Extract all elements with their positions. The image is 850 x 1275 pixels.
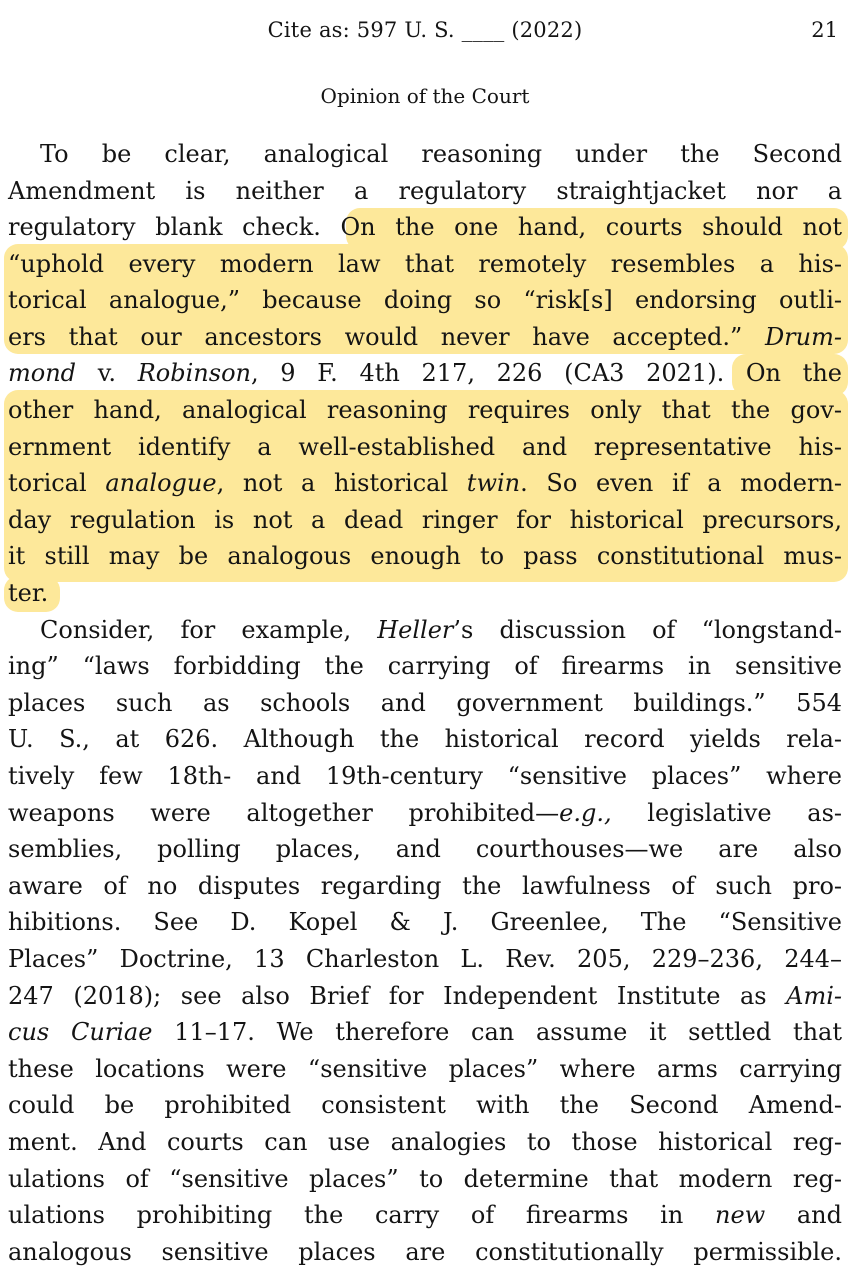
text-line: day regulation is not a dead ringer for historical precursors, bbox=[8, 506, 842, 534]
text-line: ing” “laws forbidding the carrying of firearms in sensitive bbox=[8, 652, 842, 680]
text-segment: Consider, for example, bbox=[40, 616, 378, 644]
text-line: ernment identify a well-established and representative his- bbox=[8, 433, 842, 461]
text-line: ment. And courts can use analogies to those historical reg- bbox=[8, 1128, 842, 1156]
text-line: semblies, polling places, and courthouses—we are also bbox=[8, 835, 842, 863]
text-segment: torical bbox=[8, 469, 106, 497]
page-number: 21 bbox=[811, 18, 838, 42]
italic-term: Ami- bbox=[786, 982, 842, 1010]
text-line: aware of no disputes regarding the lawfulness of such pro- bbox=[8, 872, 842, 900]
text-line: “uphold every modern law that remotely resembles a his- bbox=[8, 250, 842, 278]
text-line: Amendment is neither a regulatory straightjacket nor a bbox=[8, 177, 842, 205]
text-segment: and bbox=[765, 1201, 843, 1229]
text-line: hibitions. See D. Kopel & J. Greenlee, The “Sensitive bbox=[8, 908, 842, 936]
text-segment: ulations prohibiting the carry of firearms in bbox=[8, 1201, 715, 1229]
text-line: torical analogue,” because doing so “risk[s] endorsing outli- bbox=[8, 286, 842, 314]
text-segment: 247 (2018); see also Brief for Independent Institute as bbox=[8, 982, 787, 1010]
citation-header: Cite as: 597 U. S. ____ (2022) bbox=[267, 18, 583, 42]
text-segment: 11–17. We therefore can assume it settled that bbox=[152, 1018, 843, 1046]
case-name: Robinson bbox=[137, 359, 251, 387]
text-line: U. S., at 626. Although the historical record yields rela- bbox=[8, 725, 842, 753]
text-line: To be clear, analogical reasoning under the Second bbox=[40, 140, 842, 168]
text-line: other hand, analogical reasoning requires only that the gov- bbox=[8, 396, 842, 424]
text-line bbox=[8, 978, 842, 1015]
text-segment: v. bbox=[76, 359, 138, 387]
text-line: Places” Doctrine, 13 Charleston L. Rev. 205, 229–236, 244– bbox=[8, 945, 842, 973]
text-line bbox=[8, 465, 842, 502]
italic-term: cus Curiae bbox=[8, 1018, 153, 1046]
text-segment: legislative as- bbox=[611, 799, 842, 827]
running-head bbox=[0, 16, 850, 50]
text-line: places such as schools and government buildings.” 554 bbox=[8, 689, 842, 717]
text-line: these locations were “sensitive places” where arms carrying bbox=[8, 1055, 842, 1083]
italic-term: new bbox=[714, 1201, 766, 1229]
text-segment: , not a historical bbox=[216, 469, 467, 497]
italic-term: analogue bbox=[105, 469, 217, 497]
text-segment: . So even if a modern- bbox=[520, 469, 843, 497]
case-name: mond bbox=[8, 359, 77, 387]
italic-term: e.g., bbox=[559, 799, 612, 827]
text-line bbox=[8, 355, 842, 392]
text-line bbox=[8, 319, 842, 356]
text-segment: , 9 F. 4th 217, 226 (CA3 2021). On the bbox=[250, 359, 842, 387]
case-name: Drum- bbox=[764, 323, 842, 351]
text-line: analogous sensitive places are constitutionally permissible. bbox=[8, 1238, 842, 1266]
text-segment: ’s discussion of “longstand- bbox=[453, 616, 842, 644]
text-line bbox=[8, 795, 842, 832]
text-line: it still may be analogous enough to pass constitutional mus- bbox=[8, 542, 842, 570]
opinion-label: Opinion of the Court bbox=[320, 84, 530, 108]
text-line: could be prohibited consistent with the Second Amend- bbox=[8, 1091, 842, 1119]
text-line: ulations of “sensitive places” to determine that modern reg- bbox=[8, 1165, 842, 1193]
text-line bbox=[8, 1197, 842, 1234]
text-line bbox=[8, 1014, 842, 1051]
text-line bbox=[40, 612, 842, 649]
text-line: ter. bbox=[8, 579, 49, 607]
text-line: tively few 18th- and 19th-century “sensitive places” where bbox=[8, 762, 842, 790]
text-segment: ers that our ancestors would never have accepted.” bbox=[8, 323, 743, 351]
italic-term: twin bbox=[466, 469, 521, 497]
case-name: Heller bbox=[377, 616, 454, 644]
text-line: regulatory blank check. On the one hand, courts should not bbox=[8, 213, 842, 241]
text-segment: weapons were altogether prohibited— bbox=[8, 799, 560, 827]
